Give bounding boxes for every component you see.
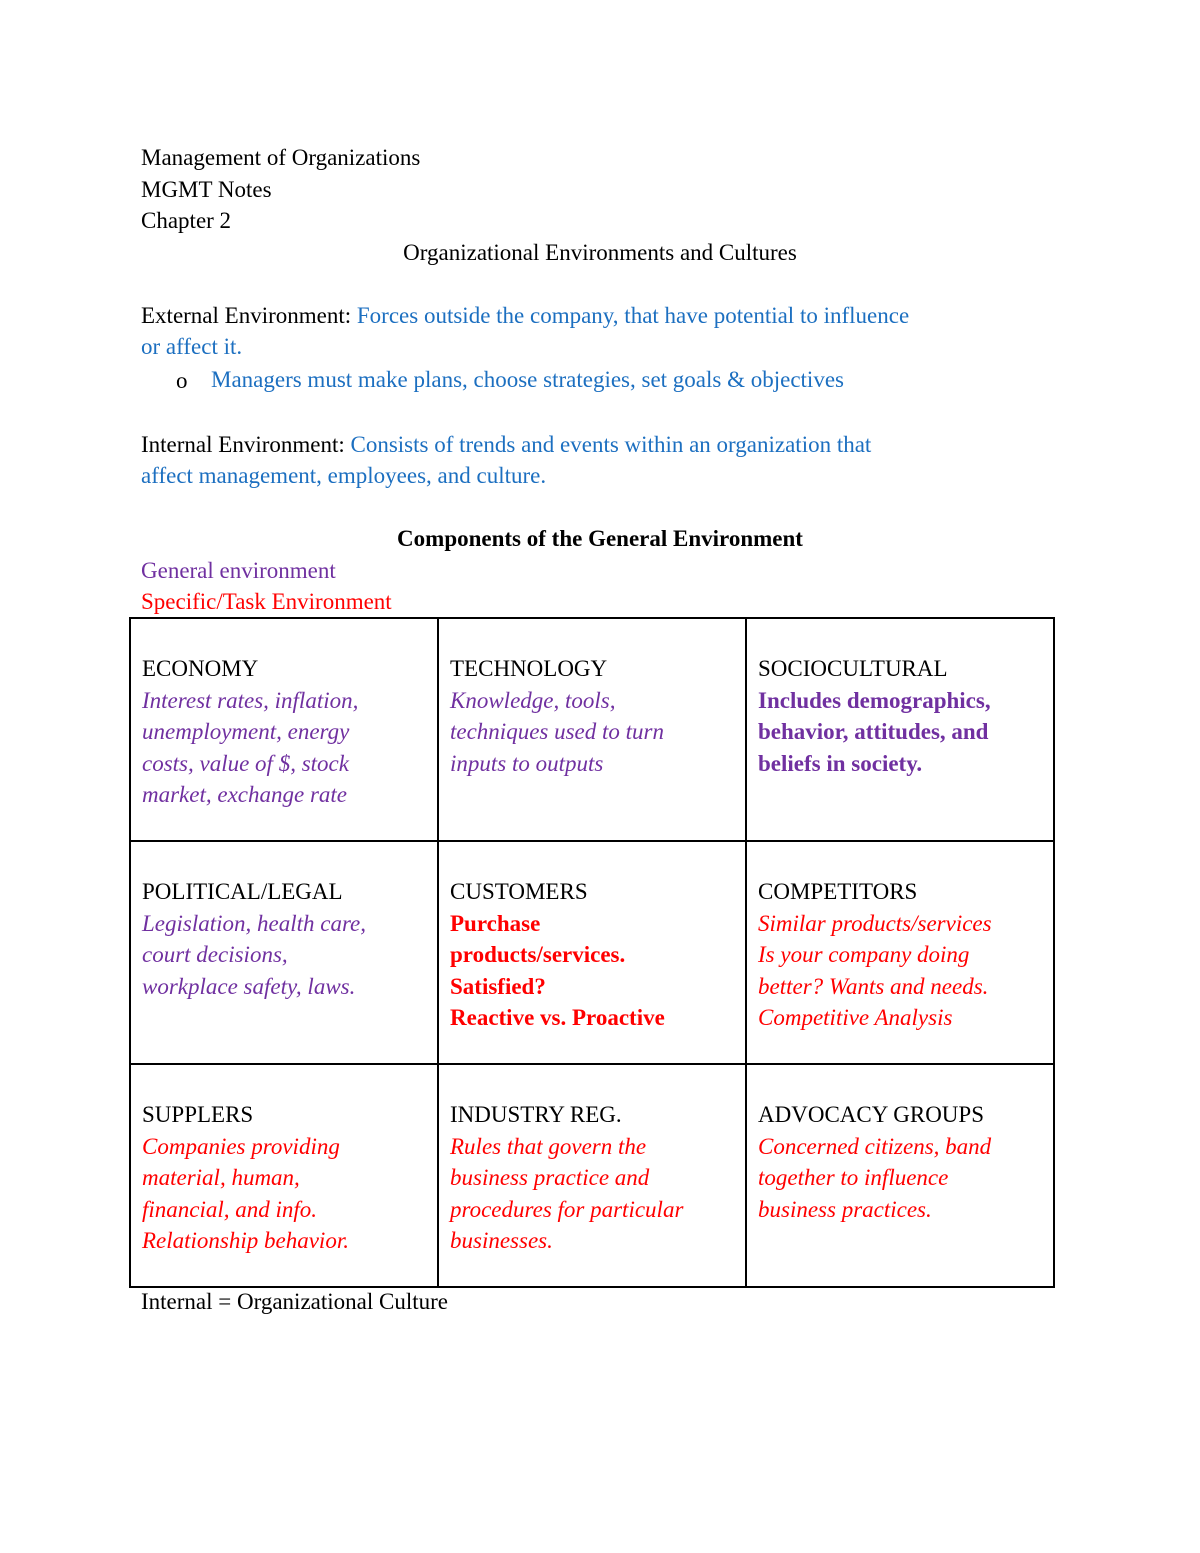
cell-line: Relationship behavior. xyxy=(142,1228,349,1253)
cell-description xyxy=(450,908,735,1034)
cell-title: POLITICAL/LEGAL xyxy=(142,879,343,904)
cell-line: Rules that govern the xyxy=(450,1133,647,1159)
table-cell-sociocultural xyxy=(746,618,1054,841)
internal-environment-definition-cont: affect management, employees, and culture. xyxy=(141,463,547,488)
cell-title: CUSTOMERS xyxy=(450,879,588,904)
cell-title: COMPETITORS xyxy=(758,879,918,904)
environment-components-table xyxy=(129,617,1055,1288)
cell-line: market, exchange rate xyxy=(142,782,348,807)
cell-description xyxy=(758,908,1043,1034)
cell-line: unemployment, energy xyxy=(142,719,350,744)
cell-line: financial, and info. xyxy=(142,1196,318,1222)
external-environment-definition: Forces outside the company, that have potential to influence xyxy=(356,303,910,328)
cell-line: Interest rates, inflation, xyxy=(142,687,359,713)
internal-environment-label: Internal Environment: xyxy=(141,432,345,457)
cell-line: Includes demographics, xyxy=(758,687,991,713)
table-row xyxy=(130,1064,1054,1287)
cell-line: material, human, xyxy=(142,1165,300,1190)
chapter-label: Chapter 2 xyxy=(141,208,232,233)
table-row xyxy=(130,841,1054,1064)
cell-line: Legislation, health care, xyxy=(142,910,367,936)
cell-line: techniques used to turn xyxy=(450,719,664,744)
external-environment-label: External Environment: xyxy=(141,303,352,328)
cell-line: Companies providing xyxy=(142,1133,340,1159)
cell-line: Knowledge, tools, xyxy=(450,687,616,713)
cell-line: products/services. xyxy=(450,942,626,967)
cell-title: ADVOCACY GROUPS xyxy=(758,1102,984,1127)
external-environment-line1 xyxy=(141,302,909,330)
cell-title: SOCIOCULTURAL xyxy=(758,656,948,681)
cell-title: TECHNOLOGY xyxy=(450,656,608,681)
course-name: Management of Organizations xyxy=(141,145,421,170)
table-cell-advocacy-groups xyxy=(746,1064,1054,1287)
cell-line: Purchase xyxy=(450,910,541,936)
cell-line: Competitive Analysis xyxy=(758,1005,953,1030)
table-row xyxy=(130,618,1054,841)
cell-description xyxy=(142,1131,427,1257)
cell-line: together to influence xyxy=(758,1165,949,1190)
internal-environment-definition: Consists of trends and events within an organization that xyxy=(350,432,872,457)
table-cell-industry-reg xyxy=(438,1064,746,1287)
cell-line: procedures for particular xyxy=(450,1196,684,1222)
external-bullet: Managers must make plans, choose strategies, set goals & objectives xyxy=(211,367,844,392)
legend-general-environment: General environment xyxy=(141,558,336,583)
cell-line: better? Wants and needs. xyxy=(758,973,989,999)
footer-internal-culture: Internal = Organizational Culture xyxy=(141,1289,448,1314)
cell-line: inputs to outputs xyxy=(450,750,604,776)
cell-line: court decisions, xyxy=(142,942,288,967)
cell-line: businesses. xyxy=(450,1228,553,1253)
cell-line: Concerned citizens, band xyxy=(758,1133,992,1159)
legend-specific-environment: Specific/Task Environment xyxy=(141,589,392,614)
cell-title: INDUSTRY REG. xyxy=(450,1102,622,1127)
table-cell-competitors xyxy=(746,841,1054,1064)
table-cell-political-legal xyxy=(130,841,438,1064)
cell-line: business practices. xyxy=(758,1196,932,1222)
cell-line: behavior, attitudes, and xyxy=(758,719,989,744)
table-cell-suppliers xyxy=(130,1064,438,1287)
cell-line: beliefs in society. xyxy=(758,750,923,776)
cell-description xyxy=(758,1131,1043,1226)
bullet-marker: o xyxy=(176,368,188,393)
cell-line: costs, value of $, stock xyxy=(142,750,349,776)
cell-description xyxy=(142,908,427,1003)
table-cell-technology xyxy=(438,618,746,841)
cell-description xyxy=(450,685,735,780)
cell-line: workplace safety, laws. xyxy=(142,973,356,999)
external-environment-definition-cont: or affect it. xyxy=(141,334,243,359)
internal-environment-line1 xyxy=(141,431,871,459)
cell-line: Is your company doing xyxy=(758,942,970,967)
table-cell-customers xyxy=(438,841,746,1064)
cell-description xyxy=(758,685,1043,780)
notes-label: MGMT Notes xyxy=(141,177,272,202)
cell-title: SUPPLERS xyxy=(142,1102,254,1127)
components-heading: Components of the General Environment xyxy=(397,526,803,551)
cell-line: business practice and xyxy=(450,1165,650,1190)
cell-line: Reactive vs. Proactive xyxy=(450,1005,665,1030)
table-cell-economy xyxy=(130,618,438,841)
cell-title: ECONOMY xyxy=(142,656,259,681)
page-title: Organizational Environments and Cultures xyxy=(403,240,797,265)
cell-line: Satisfied? xyxy=(450,973,546,999)
cell-line: Similar products/services xyxy=(758,910,992,936)
cell-description xyxy=(450,1131,735,1257)
cell-description xyxy=(142,685,427,811)
